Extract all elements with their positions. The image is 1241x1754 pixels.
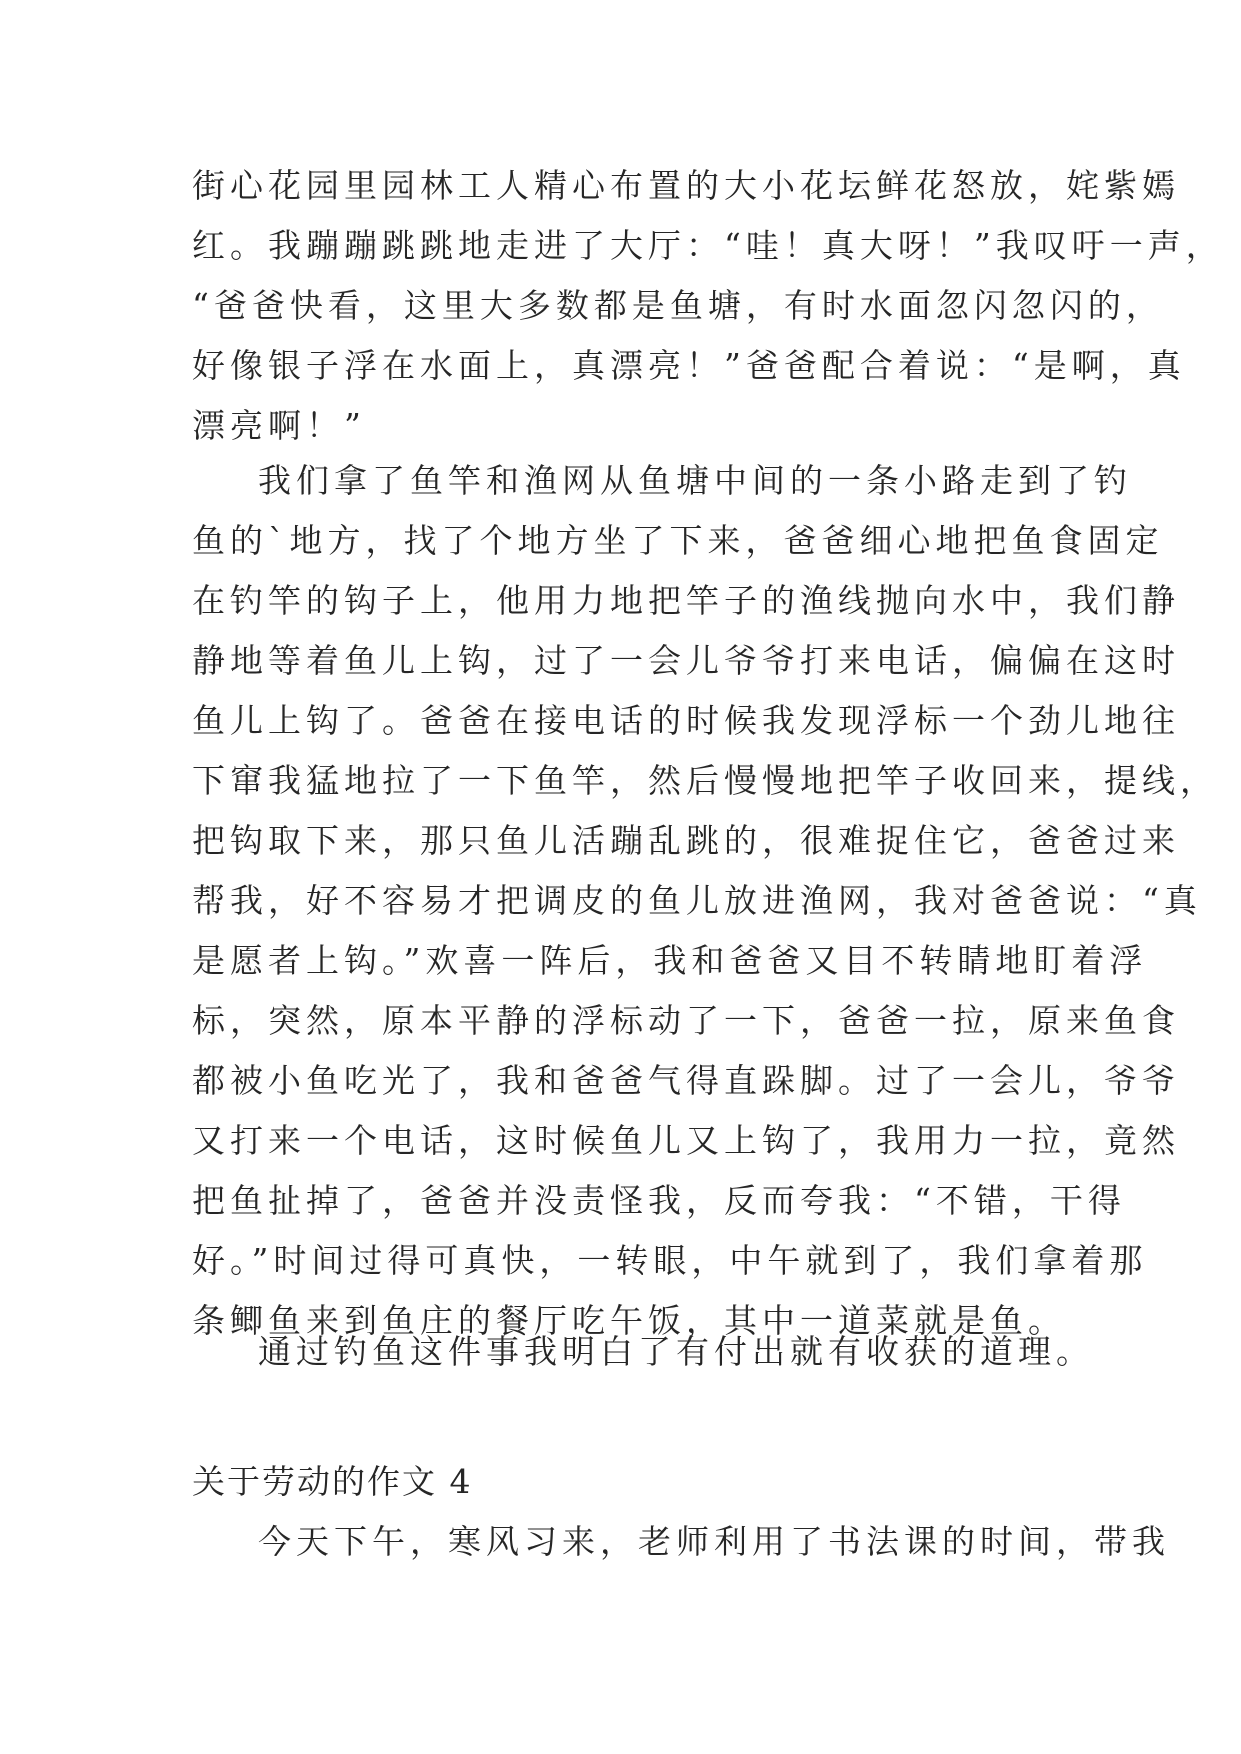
text-line: “爸爸快看，这里大多数都是鱼塘，有时水面忽闪忽闪的， <box>192 286 1164 325</box>
text-line: 我们拿了鱼竿和渔网从鱼塘中间的一条小路走到了钓 <box>258 461 1132 500</box>
text-line: 把鱼扯掉了，爸爸并没责怪我，反而夸我：“不错，干得 <box>192 1181 1126 1220</box>
text-line: 鱼的`地方，找了个地方坐了下来，爸爸细心地把鱼食固定 <box>192 521 1164 560</box>
paragraph-fishing <box>192 451 1218 1351</box>
paragraph-next-essay <box>192 1512 1170 1572</box>
text-line: 街心花园里园林工人精心布置的大小花坛鲜花怒放，姹紫嫣 <box>192 166 1180 205</box>
section-heading <box>192 1452 1052 1512</box>
text-line: 好。”时间过得可真快，一转眼，中午就到了，我们拿着那 <box>192 1241 1148 1280</box>
text-line: 漂亮啊！” <box>192 406 366 445</box>
text-line: 在钓竿的钩子上，他用力地把竿子的渔线抛向水中，我们静 <box>192 581 1180 620</box>
text-line: 好像银子浮在水面上，真漂亮！”爸爸配合着说：“是啊，真 <box>192 346 1186 385</box>
text-line: 静地等着鱼儿上钩，过了一会儿爷爷打来电话，偏偏在这时 <box>192 641 1180 680</box>
text-line: 今天下午，寒风习来，老师利用了书法课的时间，带我 <box>258 1522 1170 1561</box>
text-line: 条鲫鱼来到鱼庄的餐厅吃午饭，其中一道菜就是鱼。 <box>192 1301 1066 1340</box>
text-line: 下窜我猛地拉了一下鱼竿，然后慢慢地把竿子收回来，提线， <box>192 761 1218 800</box>
paragraph-continued <box>192 156 1224 456</box>
text-line: 鱼儿上钩了。爸爸在接电话的时候我发现浮标一个劲儿地往 <box>192 701 1180 740</box>
text-line: 把钩取下来，那只鱼儿活蹦乱跳的，很难捉住它，爸爸过来 <box>192 821 1180 860</box>
paragraph-conclusion <box>192 1322 1094 1382</box>
text-line: 又打来一个电话，这时候鱼儿又上钩了，我用力一拉，竟然 <box>192 1121 1180 1160</box>
text-line: 标，突然，原本平静的浮标动了一下，爸爸一拉，原来鱼食 <box>192 1001 1180 1040</box>
text-line: 通过钓鱼这件事我明白了有付出就有收获的道理。 <box>258 1332 1094 1371</box>
text-line: 红。我蹦蹦跳跳地走进了大厅：“哇！真大呀！”我叹吁一声， <box>192 226 1224 265</box>
text-line: 帮我，好不容易才把调皮的鱼儿放进渔网，我对爸爸说：“真 <box>192 881 1202 920</box>
text-line: 都被小鱼吃光了，我和爸爸气得直跺脚。过了一会儿，爷爷 <box>192 1061 1180 1100</box>
heading-text: 关于劳动的作文 4 <box>192 1462 473 1501</box>
text-line: 是愿者上钩。”欢喜一阵后，我和爸爸又目不转睛地盯着浮 <box>192 941 1148 980</box>
